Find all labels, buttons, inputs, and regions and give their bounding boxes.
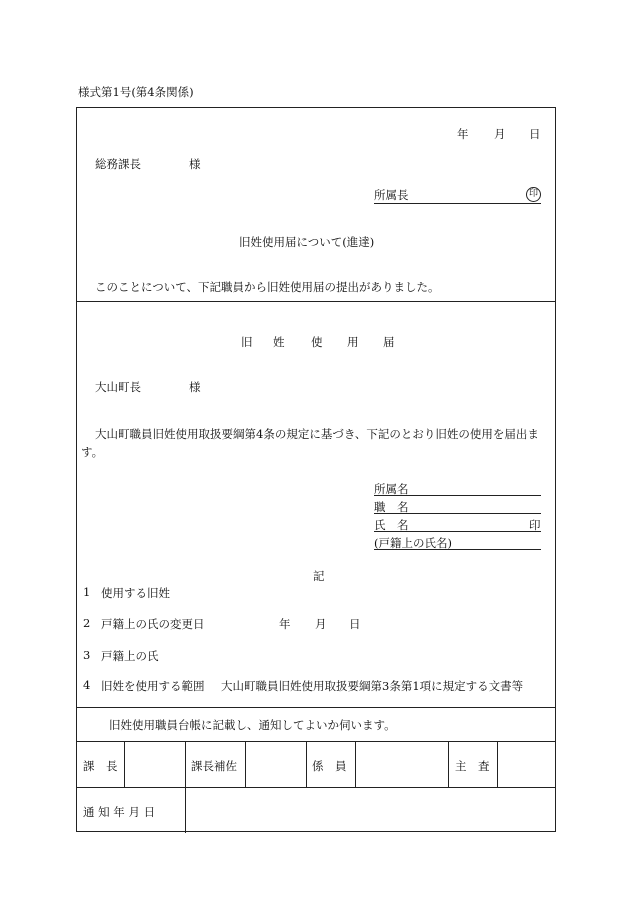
- application-body: 大山町職員旧姓使用取扱要綱第4条の規定に基づき、下記のとおり旧姓の使用を届出ます。: [81, 427, 539, 459]
- role-section-chief: 課 長: [83, 759, 118, 773]
- ki-heading: 記: [313, 569, 325, 583]
- section-divider-2: [77, 707, 555, 708]
- field-name-label: 氏 名: [374, 518, 409, 532]
- field-name-line: [374, 531, 541, 532]
- field-affiliation-line: [374, 495, 541, 496]
- item-label: 使用する旧姓: [101, 586, 170, 600]
- table-col-line: [124, 741, 125, 787]
- field-position-line: [374, 513, 541, 514]
- item-value: 大山町職員旧姓使用取扱要綱第3条第1項に規定する文書等: [221, 679, 524, 693]
- application-title-char: 用: [347, 335, 359, 349]
- role-staff: 係 員: [312, 759, 347, 773]
- table-col-line: [185, 741, 186, 787]
- item-number: 1: [83, 585, 91, 599]
- item-number: 3: [83, 648, 91, 662]
- notice-seal-mark: 印: [526, 187, 541, 202]
- item-label: 戸籍上の氏の変更日: [101, 617, 205, 631]
- field-affiliation-label: 所属名: [374, 482, 409, 496]
- application-title-char: 姓: [273, 335, 285, 349]
- role-senior-staff: 主 査: [455, 759, 490, 773]
- table-col-line: [306, 741, 307, 787]
- item-day-label: 日: [349, 617, 361, 631]
- application-title-char: 使: [311, 335, 323, 349]
- item-year-label: 年: [279, 617, 291, 631]
- field-name-seal: 印: [529, 518, 541, 532]
- application-title-char: 旧: [241, 335, 253, 349]
- application-honorific: 様: [189, 380, 201, 394]
- item-label: 戸籍上の氏: [101, 649, 159, 663]
- table-col-line: [355, 741, 356, 787]
- notice-sender-line: [374, 203, 541, 204]
- section-divider-3: [77, 741, 555, 742]
- application-title-char: 届: [383, 335, 395, 349]
- section-divider-1: [77, 301, 555, 302]
- notice-honorific: 様: [189, 157, 201, 171]
- section-divider-4: [77, 787, 555, 788]
- field-registry-name-label: (戸籍上の氏名): [374, 536, 452, 550]
- table-col-line: [497, 741, 498, 787]
- notice-day-label: 日: [529, 127, 541, 141]
- form-frame: [76, 107, 556, 832]
- form-number: 様式第1号(第4条関係): [78, 85, 194, 99]
- application-addressee: 大山町長: [95, 380, 141, 394]
- table-col-line: [185, 787, 186, 833]
- table-col-line: [245, 741, 246, 787]
- item-number: 2: [83, 616, 91, 630]
- notice-title: 旧姓使用届について(進達): [239, 235, 375, 249]
- notice-sender-label: 所属長: [374, 188, 409, 202]
- notice-date-label: 通 知 年 月 日: [83, 805, 156, 819]
- field-registry-name-line: [374, 549, 541, 550]
- table-col-line: [448, 741, 449, 787]
- approval-note: 旧姓使用職員台帳に記載し、通知してよいか伺います。: [109, 718, 396, 732]
- notice-addressee: 総務課長: [95, 157, 141, 171]
- item-month-label: 月: [315, 617, 327, 631]
- item-label: 旧姓を使用する範囲: [101, 679, 205, 693]
- field-position-label: 職 名: [374, 500, 409, 514]
- role-assistant-chief: 課長補佐: [191, 759, 237, 773]
- item-number: 4: [83, 678, 91, 692]
- notice-month-label: 月: [494, 127, 506, 141]
- notice-body: このことについて、下記職員から旧姓使用届の提出がありました。: [95, 280, 440, 294]
- notice-year-label: 年: [457, 127, 469, 141]
